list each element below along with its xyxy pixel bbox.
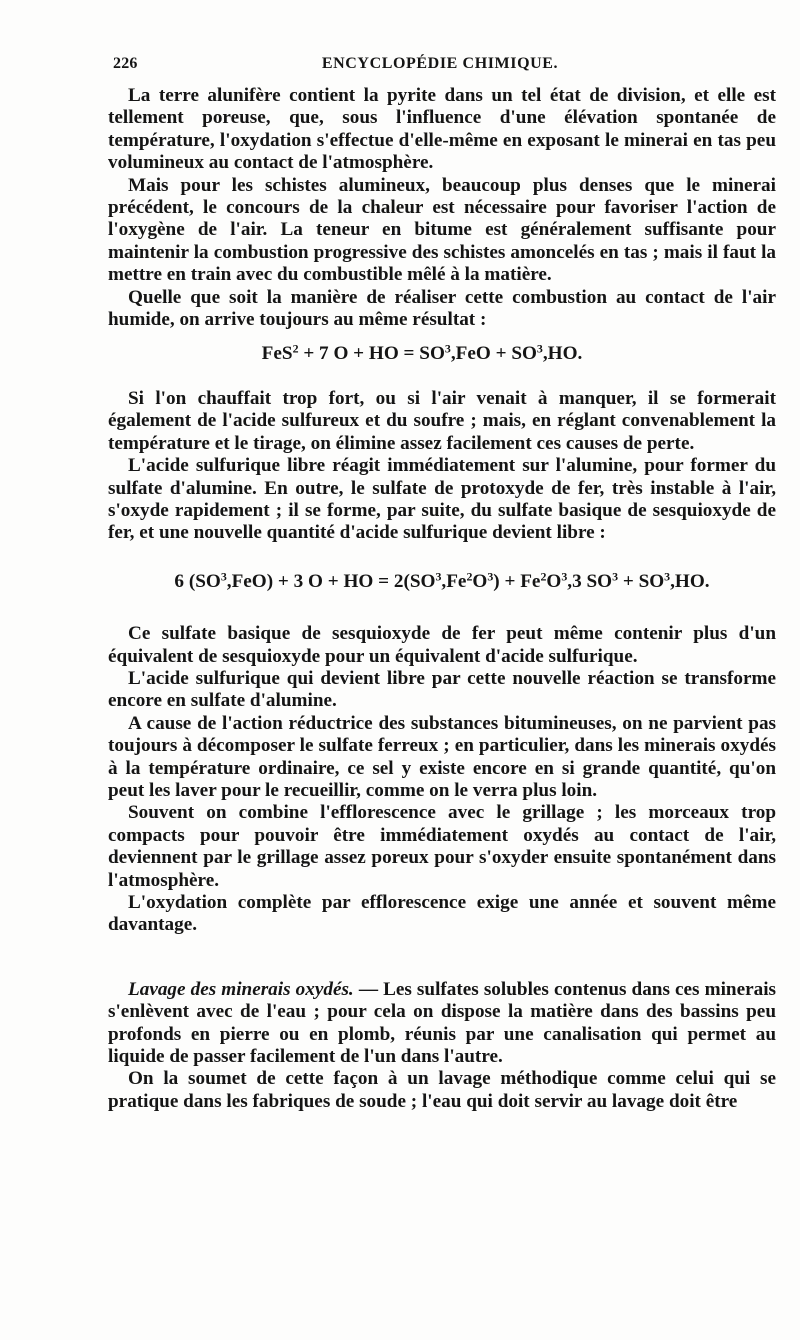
paragraph: On la soumet de cette façon à un lavage méthodique comme celui qui se pratique dans les fabriques de soude ; l'eau qui doit servir au lavage doit être <box>108 1068 776 1112</box>
body-text <box>108 85 776 1113</box>
running-header <box>105 55 775 79</box>
running-title: ENCYCLOPÉDIE CHIMIQUE. <box>321 55 559 72</box>
paragraph: Souvent on combine l'efflorescence avec le grillage ; les morceaux trop compacts pour pouvoir être immédiatement oxydés au contact de l'air, deviennent par le grillage assez poreux pour s'oxyder ensuite spontanément dans l'atmosphère. <box>108 802 776 891</box>
equation-pyrite-oxidation: FeS$^2$ + 7 O + HO = $SO^3,FeO + SO^3,HO$. <box>261 341 583 365</box>
paragraph: L'acide sulfurique libre réagit immédiatement sur l'alumine, pour former du sulfate d'alumine. En outre, le sulfate de protoxyde de fer, très instable à l'air, s'oxyde rapidement ; il se forme, par suite, du sulfate basique de sesquioxyde de fer, et une nouvelle quantité d'acide sulfurique devient libre : <box>108 455 776 544</box>
section-spacer <box>108 937 776 979</box>
equation-ferrous-sulfate-oxidation: 6 $(SO^3,FeO) + 3$ O + HO = $2(SO^3,Fe^2O^3) + Fe^2O^3,3$ $SO^3 + SO^3,HO$. <box>174 569 710 592</box>
section-paragraph <box>108 979 776 1069</box>
paragraph: La terre alunifère contient la pyrite dans un tel état de division, et elle est tellement poreuse, que, sous l'influence d'une élévation spontanée de température, l'oxydation s'effectue d'elle-même en exposant le minerai en tas peu volumineux au contact de l'atmosphère. <box>108 85 776 174</box>
paragraph: Ce sulfate basique de sesquioxyde de fer peut même contenir plus d'un équivalent de sesquioxyde pour un équivalent d'acide sulfurique. <box>108 623 776 667</box>
paragraph: Quelle que soit la manière de réaliser cette combustion au contact de l'air humide, on arrive toujours au même résultat : <box>108 286 776 331</box>
paragraph: Mais pour les schistes alumineux, beaucoup plus denses que le minerai précédent, le concours de la chaleur est nécessaire pour favoriser l'action de l'oxygène de l'air. La teneur en bitume est généralement suffisante pour maintenir la combustion progressive des schistes amoncelés en tas ; mais il faut la mettre en train avec du combustible mêlé à la matière. <box>108 174 776 286</box>
section-title: Lavage des minerais oxydés. <box>128 978 354 1000</box>
paragraph: L'oxydation complète par efflorescence exige une année et souvent même davantage. <box>108 892 776 936</box>
section-text: — Les sulfates solubles contenus dans ces minerais s'enlèvent avec de l'eau ; pour cela on dispose la matière dans des bassins peu profonds en pierre ou en plomb, réunis par une canalisation qui permet au liquide de passer facilement de l'un dans l'autre. <box>108 978 777 1068</box>
paragraph: L'acide sulfurique qui devient libre par cette nouvelle réaction se transforme encore en sulfate d'alumine. <box>108 667 776 712</box>
paragraph: Si l'on chauffait trop fort, ou si l'air venait à manquer, il se formerait également de l'acide sulfureux et du soufre ; mais, en réglant convenablement la température et le tirage, on élimine assez facilement ces causes de perte. <box>108 387 776 454</box>
paragraph: A cause de l'action réductrice des substances bitumineuses, on ne parvient pas toujours à décomposer le sulfate ferreux ; en particulier, dans les minerais oxydés à la température ordinaire, ce sel y existe encore en si grande quantité, qu'on peut les laver pour le recueillir, comme on le verra plus loin. <box>108 712 776 801</box>
page-number: 226 <box>113 55 138 72</box>
